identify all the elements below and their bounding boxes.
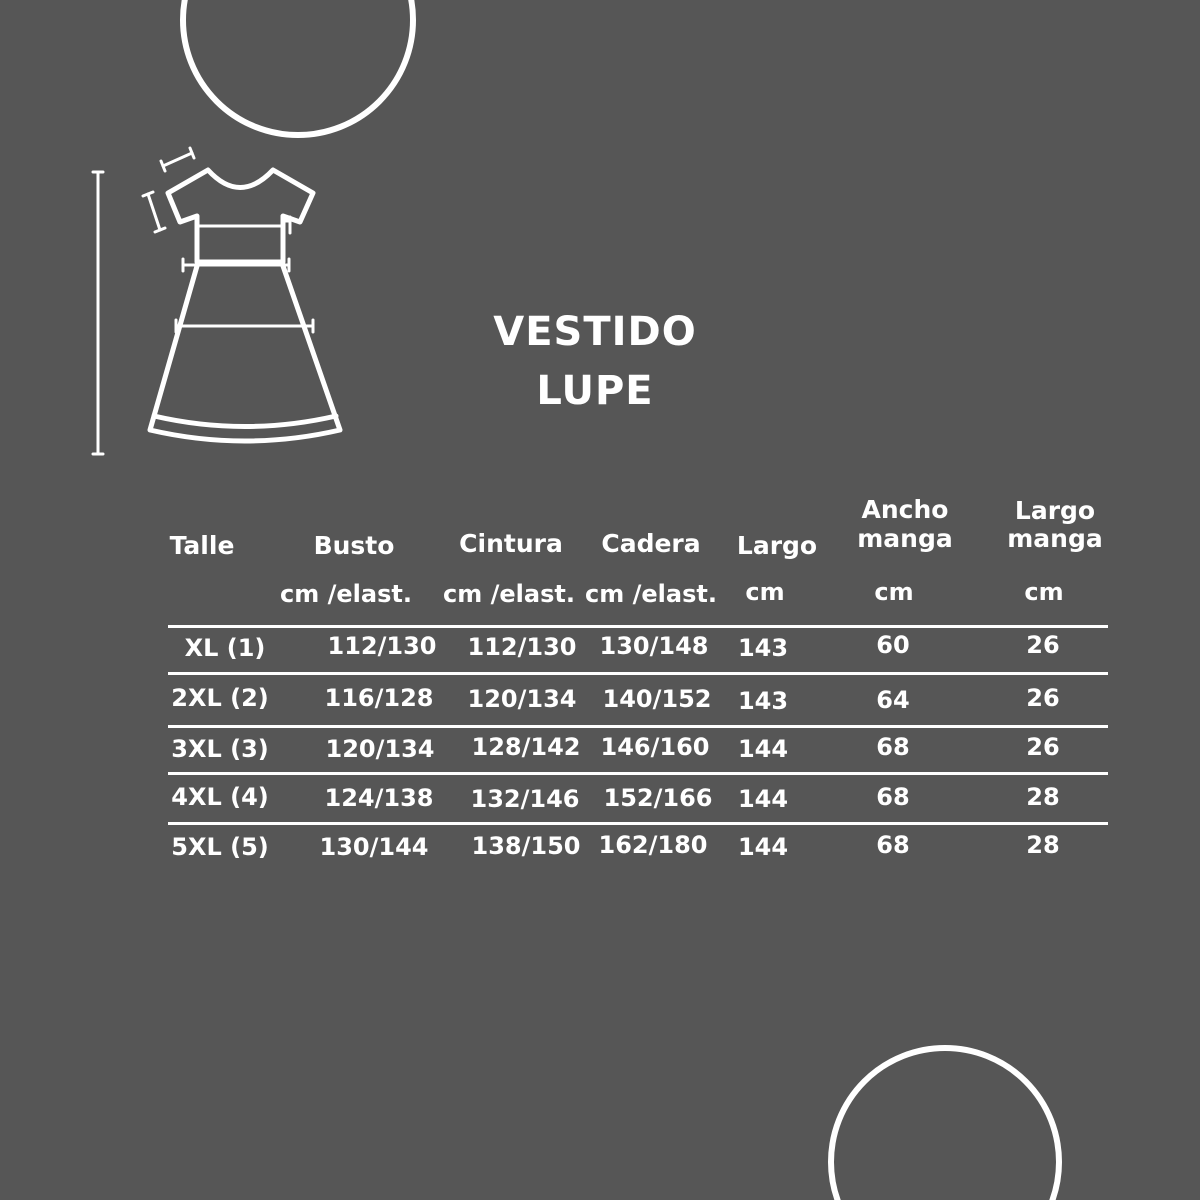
- table-cell-cadera: 152/166: [603, 784, 713, 812]
- table-cell-cintura: 128/142: [471, 733, 581, 761]
- table-cell-busto: 120/134: [325, 735, 435, 763]
- table-cell-cintura: 112/130: [467, 633, 577, 661]
- table-cell-largo: 143: [737, 687, 789, 715]
- table-cell-largo: 144: [737, 833, 789, 861]
- table-rule-header: [168, 625, 1108, 628]
- header-largo-unit: cm: [745, 578, 785, 606]
- table-rule-4: [168, 822, 1108, 825]
- header-busto-unit: cm /elast.: [280, 580, 412, 608]
- header-largo-manga-line2: manga: [1007, 524, 1103, 553]
- table-cell-largo-manga: 28: [1026, 831, 1060, 859]
- table-cell-size: 3XL (3): [171, 735, 269, 763]
- header-cadera: Cadera: [601, 529, 701, 558]
- header-ancho-manga-unit: cm: [874, 578, 914, 606]
- table-cell-cadera: 130/148: [599, 632, 709, 660]
- title-line-2: LUPE: [536, 368, 654, 414]
- table-cell-cadera: 146/160: [600, 733, 710, 761]
- table-cell-largo-manga: 26: [1026, 733, 1060, 761]
- table-cell-busto: 124/138: [324, 784, 434, 812]
- table-cell-cintura: 120/134: [467, 685, 577, 713]
- table-cell-cintura: 132/146: [470, 785, 580, 813]
- table-cell-ancho-manga: 68: [876, 733, 910, 761]
- header-ancho-manga: Ancho: [861, 495, 949, 524]
- header-cintura-unit: cm /elast.: [443, 580, 575, 608]
- header-largo-manga: Largo: [1014, 496, 1096, 525]
- title-line-1: VESTIDO: [493, 309, 697, 355]
- table-cell-size: 5XL (5): [171, 833, 269, 861]
- table-cell-size: 4XL (4): [171, 783, 269, 811]
- table-cell-busto: 112/130: [327, 632, 437, 660]
- table-cell-ancho-manga: 68: [876, 831, 910, 859]
- table-cell-largo: 144: [737, 785, 789, 813]
- table-cell-largo: 143: [737, 634, 789, 662]
- table-rule-2: [168, 725, 1108, 728]
- table-rule-3: [168, 772, 1108, 775]
- table-cell-largo-manga: 26: [1026, 631, 1060, 659]
- header-talle: Talle: [169, 531, 235, 560]
- header-cintura: Cintura: [459, 529, 563, 558]
- table-cell-largo-manga: 28: [1026, 783, 1060, 811]
- table-cell-cadera: 162/180: [598, 831, 708, 859]
- header-busto: Busto: [313, 531, 395, 560]
- header-largo: Largo: [736, 531, 818, 560]
- header-cadera-unit: cm /elast.: [585, 580, 717, 608]
- table-cell-ancho-manga: 64: [876, 686, 910, 714]
- table-cell-size: 2XL (2): [171, 684, 269, 712]
- table-cell-ancho-manga: 68: [876, 783, 910, 811]
- table-cell-busto: 116/128: [324, 684, 434, 712]
- table-cell-cadera: 140/152: [602, 685, 712, 713]
- table-cell-cintura: 138/150: [471, 832, 581, 860]
- table-rule-1: [168, 672, 1108, 675]
- header-ancho-manga-line2: manga: [857, 524, 953, 553]
- table-cell-ancho-manga: 60: [876, 631, 910, 659]
- table-cell-size: XL (1): [184, 634, 266, 662]
- table-cell-largo-manga: 26: [1026, 684, 1060, 712]
- header-largo-manga-unit: cm: [1024, 578, 1064, 606]
- table-cell-largo: 144: [737, 735, 789, 763]
- table-cell-busto: 130/144: [319, 833, 429, 861]
